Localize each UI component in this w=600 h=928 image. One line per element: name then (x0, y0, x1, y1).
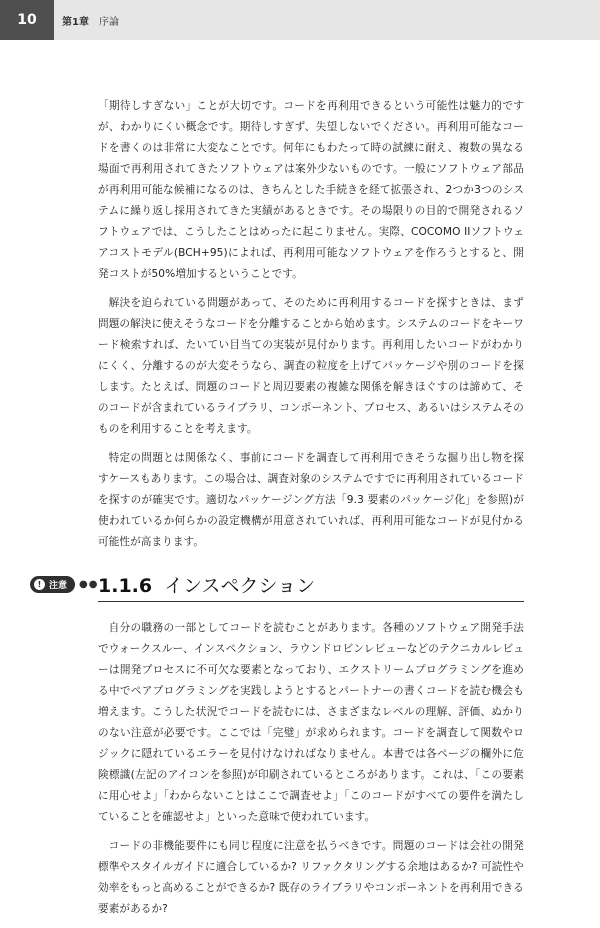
pointer-dots-icon: ●● (79, 579, 99, 590)
paragraph: 自分の職務の一部としてコードを読むことがあります。各種のソフトウェア開発手法でウォークスルー、インスペクション、ラウンドロビンレビューなどのテクニカルレビューは開発プロセスに不可欠な要素となっており、エクストリームプログラミングを進める中でペアプログラミングを実践しようとするとパートナーの書くコードを読む機会も増えます。こうした状況でコードを読むには、さまざまなレベルの理解、評価、ぬかりのない注意が必要です。ここでは「完璧」が求められます。コードを調査して関数やロジックに隠れているエラーを見付けなければなりません。本書では各ページの欄外に危険標識(左記のアイコンを参照)が印刷されているところがあります。これは、「この要素に用心せよ」「わからないことはここで調査せよ」「このコードがすべての要件を満たしていることを確認せよ」といった意味で使われています。 (98, 622, 524, 823)
paragraph: 特定の問題とは関係なく、事前にコードを調査して再利用できそうな掘り出し物を探すケースもあります。この場合は、調査対象のシステムですでに再利用されているコードを探すのが確実です。適切なパッケージング方法「9.3 要素のパッケージ化」を参照)が使われているか何らかの設定機構が用意されていれば、再利用可能なコードが見付かる可能性が高まります。 (98, 452, 524, 548)
page-body (98, 96, 524, 928)
section-heading (98, 571, 524, 602)
section-number: 1.1.6 (98, 575, 153, 597)
paragraph: 解決を迫られている問題があって、そのために再利用するコードを探すときは、まず問題の解決に使えそうなコードを分離することから始めます。システムのコードをキーワード検索すれば、たいてい目当ての実装が見付かります。再利用したいコードがわかりにくく、分離するのが大変そうなら、調査の粒度を上げてパッケージや別のコードを探します。たとえば、問題のコードと周辺要素の複雑な関係を解きほぐすのは諦めて、そのコードが含まれているライブラリ、コンポーネント、プロセス、あるいはシステムそのものを利用することを考えます。 (98, 297, 524, 435)
page-number: 10 (0, 0, 54, 40)
note-pill (30, 576, 75, 593)
paragraph: コードの非機能要件にも同じ程度に注意を払うべきです。問題のコードは会社の開発標準やスタイルガイドに適合しているか? リファクタリングする余地はあるか? 可読性や効率をもっと高めることができるか? 既存のライブラリやコンポーネントを再利用できる要素があるか? (98, 840, 524, 915)
chapter-title: 序論 (98, 16, 119, 28)
warning-icon: ! (34, 579, 45, 590)
note-margin-badge (30, 576, 98, 593)
paragraph: 「期待しすぎない」ことが大切です。コードを再利用できるという可能性は魅力的ですが、わかりにくい概念です。期待しすぎず、失望しないでください。再利用可能なコードを書くのは非常に大変なことです。何年にもわたって時の試練に耐え、複数の異なる場面で再利用されてきたソフトウェアは案外少ないものです。一般にソフトウェア部品が再利用可能な候補になるのは、きちんとした手続きを経て拡張され、2つか3つのシステムに繰り返し採用されてきた実績があるときです。その場限りの目的で開発されるソフトウェアでは、こうしたことはめったに起こりません。実際、COCOMO IIソフトウェアコストモデル(BCH+95)によれば、再利用可能なソフトウェアを作ろうとすると、開発コストが50%増加するということです。 (98, 100, 524, 280)
chapter-label (62, 0, 119, 40)
note-label: 注意 (49, 581, 68, 591)
chapter-number: 第1章 (62, 16, 89, 28)
section-title: インスペクション (164, 575, 316, 597)
header-band (54, 0, 600, 40)
page-header (0, 0, 600, 40)
